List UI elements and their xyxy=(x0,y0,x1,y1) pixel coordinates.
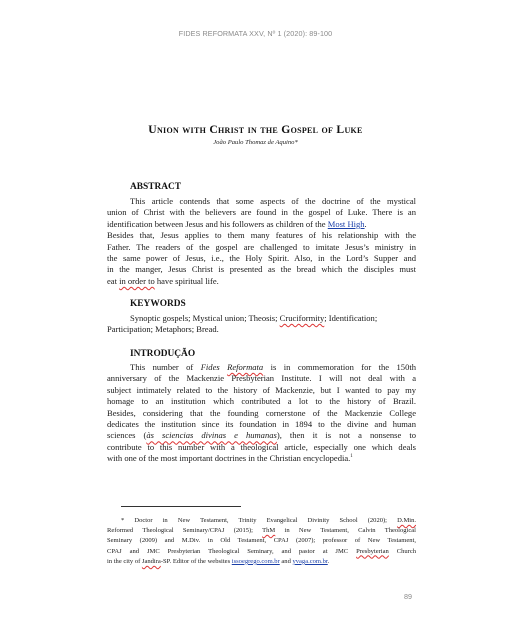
keywords-text: ; Identification; xyxy=(324,313,378,323)
spellcheck-word: D.Min. xyxy=(397,517,416,524)
intro-text: ), then it is not a nonsense to xyxy=(276,430,416,441)
footnote-line: Seminary (2009) and M.Div. in Old Testament, CPAJ (2007); professor of New Testament, xyxy=(107,537,416,545)
keywords-body xyxy=(107,313,416,336)
intro-line: homage to an institution which contributed a lot to the history of Brazil. xyxy=(107,396,416,407)
footnote-ref[interactable]: 1 xyxy=(350,454,353,460)
journal-name-part: Fides xyxy=(200,362,228,372)
spellcheck-word: Presbyterian xyxy=(356,547,389,555)
spellcheck-phrase: às sciencias divinas e humanas xyxy=(146,430,277,441)
website-link-issoegrego[interactable]: issoegrego.com.br xyxy=(231,557,280,565)
abstract-line: This article contends that some aspects of the doctrine of the mystical xyxy=(130,196,416,206)
abstract-line-text: eat xyxy=(107,275,120,286)
keywords-line: Participation; Metaphors; Bread. xyxy=(107,324,219,335)
article-author: João Paulo Thomaz de Aquino* xyxy=(213,139,298,146)
intro-line: anniversary of the Mackenzie Presbyterian Institute. I will not deal with a xyxy=(107,373,416,384)
intro-line xyxy=(107,430,416,441)
footnote-text: . xyxy=(327,557,330,565)
running-head: FIDES REFORMATA XXV, Nº 1 (2020): 89-100 xyxy=(178,29,333,38)
article-title: Union with Christ in the Gospel of Luke xyxy=(148,123,363,136)
intro-line: subject intimately related to the history of Mackenzie, but I wanted to pay my xyxy=(107,384,416,395)
intro-text: is in commemoration for the 150th xyxy=(263,362,416,372)
abstract-line-text: have spiritual life. xyxy=(154,275,219,286)
abstract-line: the same power of Jesus, i.e., the Holy Spirit. Also, in the Lord’s Supper and xyxy=(107,253,416,264)
intro-line: dedicates the institution since its foundation in 1894 to the divine and human xyxy=(107,419,416,430)
keywords-line xyxy=(107,313,416,324)
abstract-line: in the manger, Jesus Christ is presented as the bread which the disciples must xyxy=(107,264,416,275)
footnote-text: and xyxy=(279,557,293,565)
introducao-heading: INTRODUÇÃO xyxy=(130,349,196,359)
introducao-body xyxy=(107,362,416,465)
abstract-line: identification between Jesus and his followers as children of the Most High. xyxy=(107,218,367,229)
footnote-text: * Doctor in New Testament, Trinity Evangelical Divinity School (2020); xyxy=(121,517,398,524)
spellcheck-word: Reformata xyxy=(227,362,264,372)
footnote-line xyxy=(107,557,416,567)
intro-text: This number of xyxy=(130,362,201,372)
abstract-line xyxy=(107,276,416,287)
author-footnote xyxy=(107,516,416,567)
footnote-text: in the city of xyxy=(107,557,142,565)
intro-text: with one of the most important doctrines in the Christian encyclopedia. xyxy=(107,453,351,464)
abstract-line: Besides that, Jesus applies to them many features of his relationship with the xyxy=(107,230,416,241)
spellcheck-word: Jandira xyxy=(141,557,161,565)
footnote-text: in New Testament, Calvin Theological xyxy=(275,527,416,535)
keywords-text: Synoptic gospels; Mystical union; Theosis; xyxy=(130,313,280,323)
footnote-line xyxy=(107,526,416,536)
abstract-heading: ABSTRACT xyxy=(130,182,182,192)
intro-line xyxy=(107,453,416,464)
website-link-yvaga[interactable]: yvaga.com.br xyxy=(292,557,328,565)
intro-text: sciences ( xyxy=(107,430,147,441)
footnote-text: CPAJ and JMC Presbyterian Theological Seminary, and pastor at JMC xyxy=(107,547,357,555)
abstract-body xyxy=(107,196,416,287)
footnote-line xyxy=(107,516,416,526)
spellcheck-word: ThM xyxy=(262,527,276,535)
keywords-heading: KEYWORDS xyxy=(130,299,186,309)
most-high-link[interactable]: Most High xyxy=(327,218,365,229)
abstract-line-text: identification between Jesus and his followers as children of the xyxy=(107,218,328,229)
abstract-line: union of Christ with the believers are found in the gospel of Luke. There is an xyxy=(107,207,416,218)
abstract-line: Father. The readers of the gospel are challenged to imitate Jesus’s ministry in xyxy=(107,241,416,252)
footnote-divider xyxy=(121,506,241,507)
journal-name xyxy=(201,362,264,372)
spellcheck-word: in order to xyxy=(119,275,155,286)
footnote-text: Church xyxy=(388,547,416,555)
intro-line: contribute to this number with a theological article, especially one which deals xyxy=(107,441,416,452)
intro-line: Besides, considering that the founding cornerstone of the Mackenzie College xyxy=(107,407,416,418)
intro-line xyxy=(107,362,416,373)
spellcheck-word: Cruciformity xyxy=(279,313,325,323)
footnote-text: -SP. Editor of the websites xyxy=(160,557,232,565)
page-number: 89 xyxy=(404,592,412,601)
footnote-line xyxy=(107,547,416,557)
footnote-text: Reformed Theological Seminary/CPAJ (2015); xyxy=(107,527,263,535)
